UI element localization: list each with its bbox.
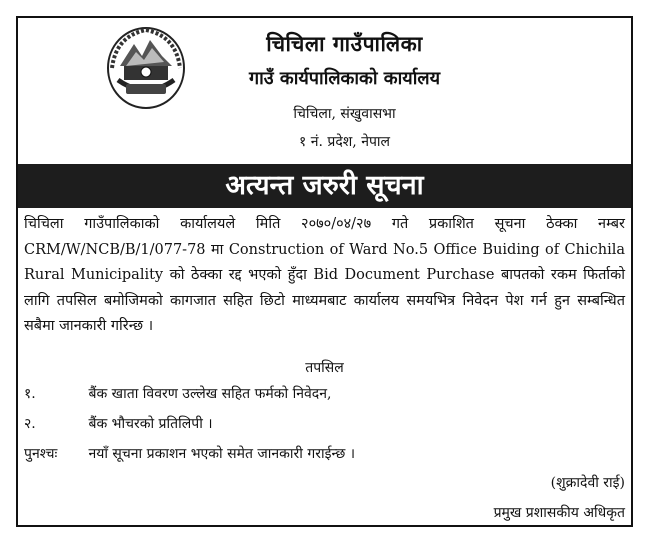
signatory-title: प्रमुख प्रशासकीय अधिकृत xyxy=(493,505,625,521)
list-item xyxy=(24,414,213,433)
list-item-number: २. xyxy=(24,416,36,432)
municipality-title: चिचिला गाउँपालिका xyxy=(266,31,423,56)
notice-body: चिचिला गाउँपालिकाको कार्यालयले मिति २०७०/०४/२७ गते प्रकाशित सूचना ठेक्का नम्बर CRM/W/NCB/B/1/077-78 मा Construction of Ward No.5 Office Buiding of Chichila Rural Municipality को ठेक्का रद्द भएको हुँदा Bid Document Purchase बापतको रकम फिर्ताको लागि तपसिल बमोजिमको कागजात सहित छिटो माध्यमबाट कार्यालय समयभित्र निवेदन पेश गर्न हुन सम्बन्धित सबैमा जानकारी गरिन्छ । xyxy=(24,216,625,334)
list-item-text: बैंक खाता विवरण उल्लेख सहित फर्मको निवेदन, xyxy=(88,386,332,402)
urgent-notice-banner: अत्यन्त जरुरी सूचना xyxy=(18,164,631,208)
notice-frame xyxy=(16,16,633,527)
list-heading: तपसिल xyxy=(305,360,344,376)
province-line: १ नं. प्रदेश, नेपाल xyxy=(298,134,391,150)
postscript xyxy=(24,444,355,463)
postscript-label: पुनश्चः xyxy=(24,446,58,462)
list-item-text: बैंक भौचरको प्रतिलिपी । xyxy=(88,416,213,432)
postscript-text: नयाँ सूचना प्रकाशन भएको समेत जानकारी गराईन्छ । xyxy=(88,446,356,462)
list-item-number: १. xyxy=(24,386,36,402)
list-item xyxy=(24,384,331,403)
signatory-name: (शुक्रादेवी राई) xyxy=(550,475,625,491)
address-line: चिचिला, संखुवासभा xyxy=(293,106,396,122)
office-title: गाउँ कार्यपालिकाको कार्यालय xyxy=(248,68,441,89)
